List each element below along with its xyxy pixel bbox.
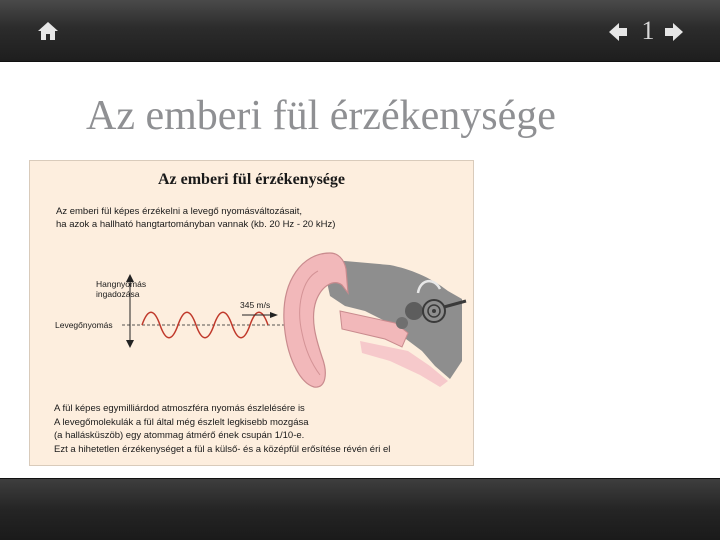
speed-arrow-icon: [270, 312, 278, 318]
air-pressure-label: Levegőnyomás: [55, 320, 113, 330]
bottom-line: A levegőmolekulák a fül által még észlelt legkisebb mozgása: [54, 416, 309, 428]
page-number: 1: [641, 16, 655, 45]
bottom-bar: [0, 478, 720, 540]
home-icon: [36, 19, 60, 43]
pressure-label-line2: ingadozása: [96, 289, 140, 299]
outer-ear: [284, 253, 348, 387]
figure-title: Az emberi fül érzékenysége: [157, 171, 346, 188]
slide-title: Az emberi fül érzékenysége: [86, 93, 556, 139]
ear-sensitivity-figure: [29, 160, 474, 466]
arrow-right-icon: [662, 20, 686, 44]
home-button[interactable]: [36, 19, 60, 43]
next-slide-button[interactable]: [662, 20, 686, 44]
arrow-down-icon: [126, 340, 134, 348]
previous-slide-button[interactable]: [606, 20, 630, 44]
arrow-left-icon: [606, 20, 630, 44]
speed-label: 345 m/s: [240, 300, 271, 310]
bottom-line: A fül képes egymilliárdod atmoszféra nyomás észlelésére is: [54, 403, 305, 414]
top-toolbar: [0, 0, 720, 62]
bottom-line: Ezt a hihetetlen érzékenységet a fül a külső- és a középfül erősítése révén éri el: [54, 443, 391, 455]
intro-line: ha azok a hallható hangtartományban vannak (kb. 20 Hz - 20 kHz): [56, 219, 336, 230]
pressure-fluctuation-label: [96, 279, 146, 299]
ossicles: [405, 302, 423, 320]
figure-intro: [56, 205, 335, 231]
pressure-label-line1: Hangnyomás: [96, 279, 147, 289]
figure-bottom-text: [54, 402, 390, 456]
intro-line: Az emberi fül képes érzékelni a levegő nyomásváltozásait,: [56, 206, 303, 217]
bottom-line: (a hallásküszöb) egy atommag átmérő ének csupán 1/10-e.: [54, 430, 305, 441]
eardrum: [396, 317, 408, 329]
